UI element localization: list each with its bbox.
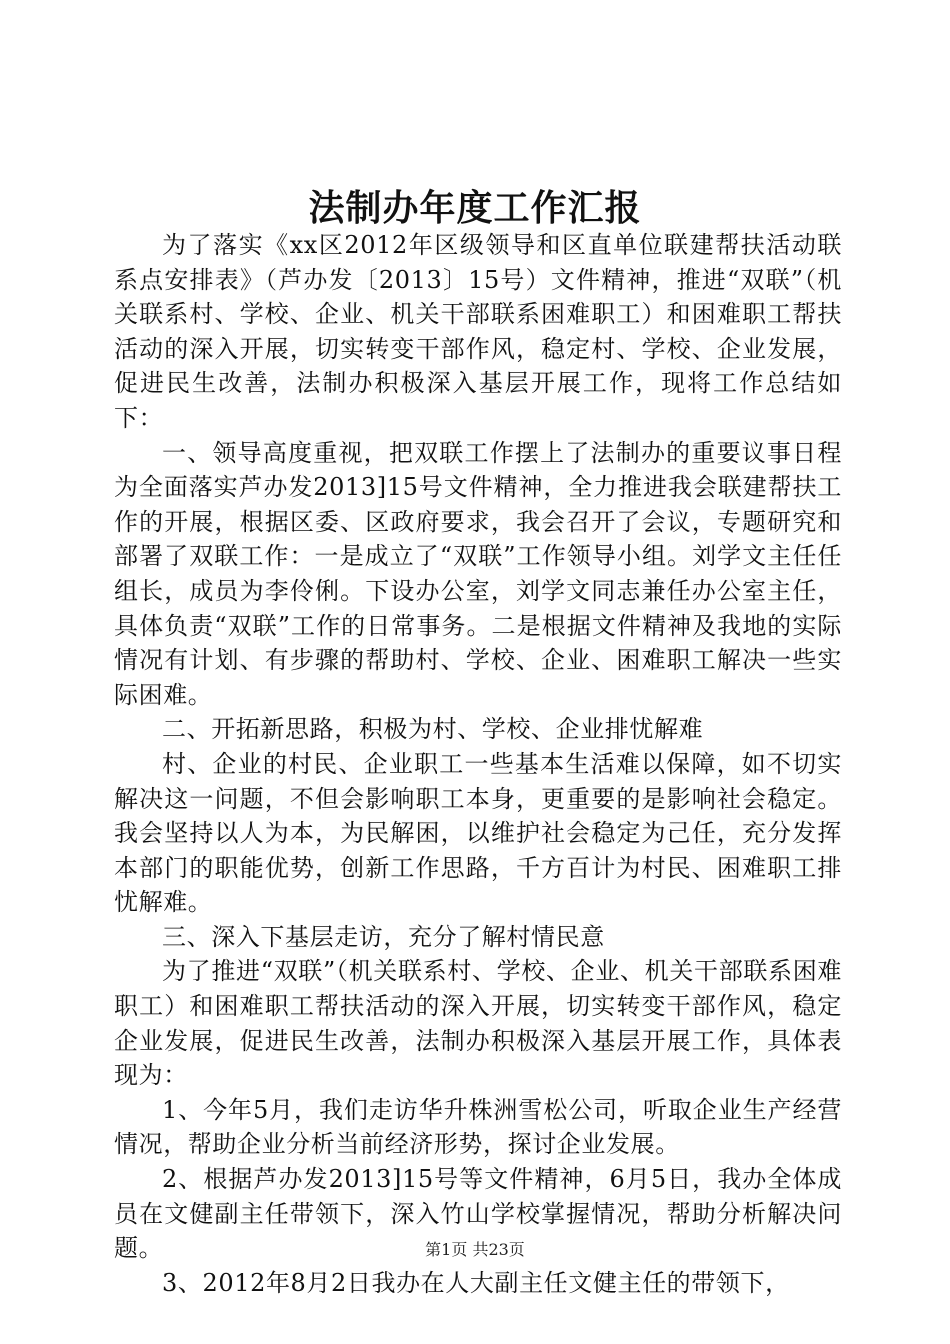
section-three-heading: 三、深入下基层走访，充分了解村情民意: [162, 922, 605, 951]
document-title: 法制办年度工作汇报: [308, 187, 642, 229]
list-item-2: 2、根据芦办发2013]15号等文件精神，6月5日，我办全体成员在文健副主任带领下，深入竹山学校掌握情况，帮助分析解决问题。: [114, 1165, 842, 1263]
page-footer: 第1页 共23页: [425, 1240, 525, 1259]
document-body: [114, 228, 842, 1300]
section-one-paragraph: 一、领导高度重视，把双联工作摆上了法制办的重要议事日程为全面落实芦办发2013]15号文件精神，全力推进我会联建帮扶工作的开展，根据区委、区政府要求，我会召开了会议，专题研究和部署了双联工作：一是成立了“双联”工作领导小组。刘学文主任任组长，成员为李伶俐。下设办公室，刘学文同志兼任办公室主任，具体负责“双联”工作的日常事务。二是根据文件精神及我地的实际情况有计划、有步骤的帮助村、学校、企业、困难职工解决一些实际困难。: [114, 438, 842, 709]
intro-paragraph: 为了落实《xx区2012年区级领导和区直单位联建帮扶活动联系点安排表》（芦办发〔2013〕15号）文件精神，推进“双联”（机关联系村、学校、企业、机关干部联系困难职工）和困难职工帮扶活动的深入开展，切实转变干部作风，稳定村、学校、企业发展，促进民生改善，法制办积极深入基层开展工作，现将工作总结如下：: [114, 231, 842, 432]
section-two-heading: 二、开拓新思路，积极为村、学校、企业排忧解难: [162, 715, 704, 744]
list-item-1: 1、今年5月，我们走访华升株洲雪松公司，听取企业生产经营情况，帮助企业分析当前经济形势，探讨企业发展。: [114, 1095, 842, 1159]
section-three-paragraph: 为了推进“双联”（机关联系村、学校、企业、机关干部联系困难职工）和困难职工帮扶活动的深入开展，切实转变干部作风，稳定企业发展，促进民生改善，法制办积极深入基层开展工作，具体表现为：: [114, 957, 842, 1090]
list-item-3: 3、2012年8月2日我办在人大副主任文健主任的带领下，: [162, 1268, 790, 1297]
section-two-paragraph: 村、企业的村民、企业职工一些基本生活难以保障，如不切实解决这一问题，不但会影响职工本身，更重要的是影响社会稳定。我会坚持以人为本，为民解困，以维护社会稳定为己任，充分发挥本部门的职能优势，创新工作思路，千方百计为村民、困难职工排忧解难。: [114, 749, 842, 917]
